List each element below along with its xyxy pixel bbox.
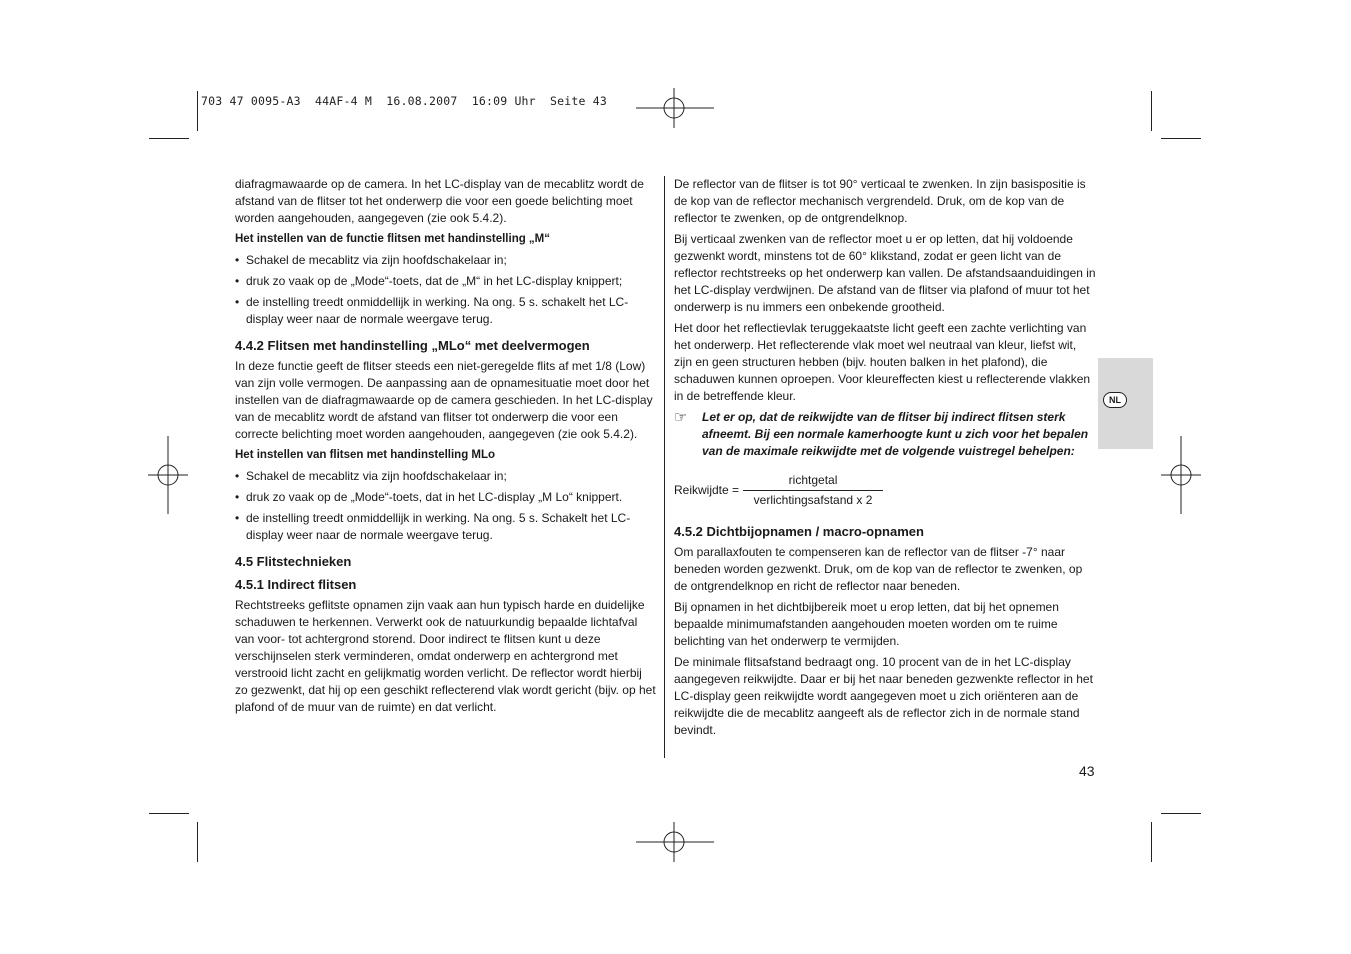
heading-4-5-2: 4.5.2 Dichtbijopnamen / macro-opnamen (674, 524, 924, 539)
crop-mark (149, 138, 189, 139)
paragraph-reflector: De reflector van de flitser is tot 90° verticaal te zwenken. In zijn basispositie is de kop van de reflector mechanisch vergrendeld. Druk, om de kop van de reflector te zwenken, op de ontgrendelknop. (674, 177, 1086, 225)
paragraph-close-range: Bij opnamen in het dichtbijbereik moet u erop letten, dat bij het opnemen bepaalde minimumafstanden aangehouden moeten worden om te ruime belichting van het onderwerp te vermijden. (674, 600, 1059, 648)
subheading-mlo: Het instellen van flitsen met handinstelling MLo (235, 449, 496, 461)
formula-label: Reikwijdte = (674, 483, 740, 497)
crop-mark (1161, 138, 1201, 139)
list-item: • de instelling treedt onmiddellijk in werking. Na ong. 5 s. schakelt het LC-display weer naar de normale weergave terug. (235, 294, 657, 328)
crop-mark (197, 822, 198, 862)
note (674, 409, 1096, 460)
registration-mark-icon (636, 822, 714, 862)
registration-mark-icon (1161, 436, 1201, 514)
list-item: • de instelling treedt onmiddellijk in werking. Na ong. 5 s. Schakelt het LC-display weer naar de normale weergave terug. (235, 510, 657, 544)
subheading-m: Het instellen van de functie flitsen met handinstelling „M“ (235, 233, 551, 245)
note-text: Let er op, dat de reikwijdte van de flitser bij indirect flitsen sterk afneemt. Bij een normale kamerhoogte kunt u zich voor het bepalen van de maximale reikwijdte met de volgende vuistregel behelpen: (702, 410, 1089, 458)
language-badge: NL (1103, 392, 1127, 408)
formula-fraction (743, 472, 883, 509)
paragraph-parallax: Om parallaxfouten te compenseren kan de reflector van de flitser -7° naar beneden worden gezwenkt. Druk, om de kop van de reflector te zwenken, op de ontgrendelknop en richt de reflector naar beneden. (674, 545, 1083, 593)
list-item: • Schakel de mecablitz via zijn hoofdschakelaar in; (235, 252, 657, 269)
crop-mark (1151, 822, 1152, 862)
formula-denominator: verlichtingsafstand x 2 (753, 493, 873, 507)
column-divider (664, 176, 665, 758)
pointing-hand-icon: ☞ (674, 409, 688, 426)
list-item: • druk zo vaak op de „Mode“-toets, dat de „M“ in het LC-display knippert; (235, 273, 657, 290)
bullet-list-mlo (235, 468, 657, 544)
intro-paragraph: diafragmawaarde op de camera. In het LC-display van de mecablitz wordt de afstand van de flitser tot het onderwerp die voor een goede belichting moet worden aangehouden, aangegeven (zie ook 5.4.2). (235, 177, 644, 225)
list-item: • Schakel de mecablitz via zijn hoofdschakelaar in; (235, 468, 657, 485)
heading-4-5-1: 4.5.1 Indirect flitsen (235, 577, 357, 592)
registration-mark-icon (148, 436, 188, 514)
paragraph-vertical-swivel: Bij verticaal zwenken van de reflector moet u er op letten, dat hij voldoende gezwenkt wordt, minstens tot de 60° klikstand, zodat er geen licht van de reflector rechtstreeks op het onderwerp kan vallen. De afstandsaanduidingen in het LC-display verdwijnen. De afstand van de flitser via plafond of muur tot het onderwerp is nu immers een onbekende grootheid. (674, 232, 1096, 314)
paragraph-reflected-light: Het door het reflectievlak teruggekaatste licht geeft een zachte verlichting van het onderwerp. Het reflecterende vlak moet wel neutraal van kleur, liefst wit, zijn en geen structuren hebben (bijv. houten balken in het plafond), die schaduwen kunnen oproepen. Voor kleureffecten kiest u reflecterende vlakken in de betreffende kleur. (674, 321, 1091, 403)
formula-numerator: richtgetal (743, 472, 883, 491)
crop-mark (1161, 813, 1201, 814)
crop-mark (149, 813, 189, 814)
crop-mark (1151, 91, 1152, 131)
right-column (674, 176, 1096, 743)
paragraph-min-distance: De minimale flitsafstand bedraagt ong. 10 procent van de in het LC-display aangegeven reikwijdte. Daar er bij het naar beneden gezwenkte reflector in het LC-display geen reikwijdte wordt aangegeven moet u zich oriënteren aan de reikwijdte die de mecablitz aangeeft als de reflector zich in de normale stand bevindt. (674, 655, 1093, 737)
heading-4-4-2: 4.4.2 Flitsen met handinstelling „MLo“ met deelvermogen (235, 338, 590, 353)
list-item: • druk zo vaak op de „Mode“-toets, dat in het LC-display „M Lo“ knippert. (235, 489, 657, 506)
left-column (235, 176, 657, 720)
page-number: 43 (1079, 763, 1095, 779)
formula (674, 472, 1096, 509)
paragraph-4-4-2: In deze functie geeft de flitser steeds een niet-geregelde flits af met 1/8 (Low) van zijn volle vermogen. De aanpassing aan de opnamesituatie moet door het instellen van de diafragmawaarde op de camera geschieden. In het LC-display van de mecablitz wordt de afstand van flitser tot onderwerp die voor een correcte belichting moet worden aangehouden, aangegeven (zie ook 5.4.2). (235, 359, 653, 441)
print-header: 703 47 0095-A3 44AF-4 M 16.08.2007 16:09 Uhr Seite 43 (201, 94, 608, 108)
crop-mark (197, 91, 198, 131)
paragraph-4-5-1: Rechtstreeks geflitste opnamen zijn vaak aan hun typisch harde en duidelijke schaduwen te herkennen. Verwerkt ook de natuurkundig bepaalde lichtafval van voor- tot achtergrond storend. Door indirect te flitsen kunt u deze verschijnselen sterk verminderen, omdat onderwerp en achtergrond met verstrooid licht zacht en gelijkmatig worden verlicht. De reflector wordt hierbij zo gezwenkt, dat hij op een geschikt reflecterend vlak wordt gericht (bijv. op het plafond of de muur van de ruimte) en dat verlicht. (235, 598, 656, 714)
heading-4-5: 4.5 Flitstechnieken (235, 554, 352, 569)
bullet-list-m (235, 252, 657, 328)
registration-mark-icon (636, 88, 714, 128)
